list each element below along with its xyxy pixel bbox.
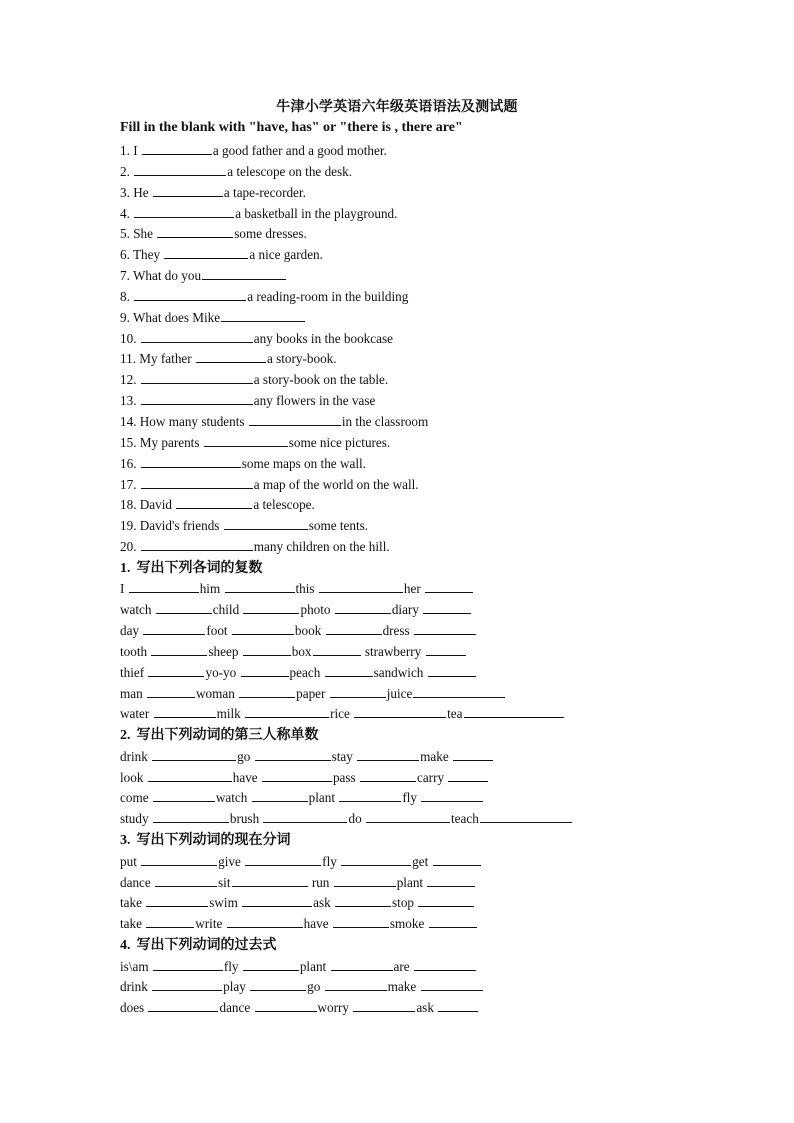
word: photo [300,602,331,618]
question-prefix: My father [139,351,192,367]
question-prefix: David [139,497,173,513]
word: watch [120,602,152,618]
word-row [120,977,680,998]
answer-blank[interactable] [263,809,347,823]
question-prefix: My parents [139,434,200,450]
answer-blank[interactable] [176,495,252,509]
word: brush [229,811,260,827]
question-suffix: many children on the hill. [253,539,390,555]
word-row [120,768,680,789]
answer-blank[interactable] [249,412,341,426]
answer-blank[interactable] [134,162,226,176]
answer-blank[interactable] [148,768,232,782]
question-8 [120,287,680,308]
word: juice [386,685,413,701]
word: is\am [120,958,149,974]
word: run [311,874,330,890]
answer-blank[interactable] [331,957,393,971]
question-prefix: I [133,143,138,158]
word-row [120,873,680,894]
word: ask [313,895,331,911]
answer-blank[interactable] [425,579,473,593]
word-row [120,663,680,684]
word: box [291,643,312,659]
answer-blank[interactable] [141,370,253,384]
question-suffix: a story-book. [266,351,337,367]
answer-blank[interactable] [151,642,207,656]
answer-blank[interactable] [141,475,253,489]
word: book [294,623,322,639]
section-heading-third-person [120,725,680,747]
answer-blank[interactable] [242,893,312,907]
word: diary [391,602,419,618]
section-number: 2. [120,728,131,744]
question-prefix: He [133,184,149,200]
word: plant [299,958,327,974]
word-row [120,998,680,1019]
answer-blank[interactable] [418,893,474,907]
answer-blank[interactable] [146,914,194,928]
word: dance [219,1000,251,1016]
question-number: 10. [120,330,137,346]
word-row [120,957,680,978]
answer-blank[interactable] [255,747,331,761]
answer-blank[interactable] [196,349,266,363]
answer-blank[interactable] [243,642,291,656]
answer-blank[interactable] [146,893,208,907]
worksheet-content [120,141,680,1019]
question-number: 1. [120,143,130,158]
question-number: 16. [120,455,137,471]
question-number: 19. [120,518,137,534]
question-number: 3. [120,184,130,200]
question-20 [120,537,680,558]
question-suffix: a telescope on the desk. [227,163,353,179]
word-row [120,914,680,935]
word: sheep [208,643,239,659]
word-row [120,704,680,725]
word: go [237,748,251,764]
word: have [232,769,258,785]
answer-blank[interactable] [313,642,361,656]
answer-blank[interactable] [245,704,329,718]
word-row [120,684,680,705]
question-number: 4. [120,205,130,221]
answer-blank[interactable] [453,747,493,761]
answer-blank[interactable] [357,747,419,761]
word-row [120,809,680,830]
answer-blank[interactable] [366,809,450,823]
answer-blank[interactable] [147,684,195,698]
section-title: 写出下列各词的复数 [136,559,263,576]
fill-instruction: Fill in the blank with "have, has" or "there is , there are" [120,120,463,135]
question-suffix: some dresses. [234,226,307,242]
question-10 [120,329,680,350]
answer-blank[interactable] [330,684,386,698]
word: look [120,769,144,785]
answer-blank[interactable] [152,747,236,761]
answer-blank[interactable] [326,621,382,635]
answer-blank[interactable] [134,204,234,218]
word: her [403,581,421,597]
word: take [120,916,142,932]
word: I [120,581,125,597]
question-number: 14. [120,413,137,429]
question-2 [120,162,680,183]
word: tooth [120,643,148,659]
question-number: 8. [120,288,130,304]
word: dress [382,623,410,639]
word: worry [317,1000,350,1016]
answer-blank[interactable] [262,768,332,782]
answer-blank[interactable] [232,873,308,887]
answer-blank[interactable] [202,266,286,280]
answer-blank[interactable] [335,600,391,614]
answer-blank[interactable] [241,663,289,677]
section-number: 1. [120,560,131,576]
question-number: 13. [120,393,137,409]
word: swim [209,895,238,911]
word: play [223,979,246,995]
question-suffix: a good father and a good mother. [212,143,387,158]
answer-blank[interactable] [414,621,476,635]
word-row [120,893,680,914]
answer-blank[interactable] [333,914,389,928]
word: carry [416,769,445,785]
word: peach [289,664,321,680]
answer-blank[interactable] [141,454,241,468]
answer-blank[interactable] [421,788,483,802]
word: water [120,706,150,722]
question-number: 5. [120,226,130,242]
question-3 [120,183,680,204]
word: thief [120,664,145,680]
word: do [348,811,362,827]
section-title: 写出下列动词的过去式 [136,937,277,954]
word: teach [450,811,479,827]
question-prefix: How many students [139,413,245,429]
answer-blank[interactable] [423,600,471,614]
answer-blank[interactable] [227,914,303,928]
question-prefix: What does Mike [132,309,221,325]
question-suffix: some tents. [308,518,369,534]
word-row [120,642,680,663]
word: fly [402,790,417,806]
word: have [303,916,329,932]
answer-blank[interactable] [143,621,205,635]
question-suffix: a basketball in the playground. [235,205,398,221]
answer-blank[interactable] [141,391,253,405]
word-row [120,600,680,621]
answer-blank[interactable] [164,245,248,259]
answer-blank[interactable] [153,809,229,823]
question-7 [120,266,680,287]
answer-blank[interactable] [156,600,212,614]
word: drink [120,979,148,995]
question-11 [120,349,680,370]
answer-blank[interactable] [353,998,415,1012]
answer-blank[interactable] [325,977,387,991]
question-number: 9. [120,309,130,325]
word: paper [296,685,326,701]
answer-blank[interactable] [153,788,215,802]
question-number: 6. [120,247,130,263]
answer-blank[interactable] [153,957,223,971]
word: sit [218,874,231,890]
word: child [212,602,240,618]
answer-blank[interactable] [155,873,217,887]
word: are [393,958,410,974]
word: take [120,895,142,911]
word: put [120,853,137,869]
question-suffix: a map of the world on the wall. [253,476,419,492]
word: milk [216,706,241,722]
question-suffix: a reading-room in the building [247,288,409,304]
word: strawberry [364,643,422,659]
word: get [412,853,429,869]
section-number: 3. [120,833,131,849]
answer-blank[interactable] [153,183,223,197]
question-14 [120,412,680,433]
question-suffix: some nice pictures. [288,434,391,450]
question-suffix: some maps on the wall. [241,455,366,471]
word: make [420,748,449,764]
answer-blank[interactable] [339,788,401,802]
question-suffix: any flowers in the vase [253,393,376,409]
answer-blank[interactable] [134,287,246,301]
worksheet-title: 牛津小学英语六年级英语语法及测试题 [276,99,518,115]
question-15 [120,433,680,454]
word: sandwich [373,664,424,680]
word: fly [322,853,337,869]
word-row [120,788,680,809]
question-suffix: any books in the bookcase [253,330,393,346]
word: dance [120,874,151,890]
answer-blank[interactable] [129,579,199,593]
section-heading-present-participle [120,830,680,852]
question-1 [120,141,680,162]
question-17 [120,475,680,496]
answer-blank[interactable] [245,852,321,866]
word: smoke [389,916,425,932]
question-suffix: a telescope. [253,497,315,513]
question-prefix: They [132,247,161,263]
question-number: 20. [120,539,137,555]
question-19 [120,516,680,537]
word: tea [447,706,463,722]
word: study [120,811,149,827]
word: foot [206,623,228,639]
answer-blank[interactable] [428,663,476,677]
section-title: 写出下列动词的第三人称单数 [136,727,319,744]
answer-blank[interactable] [421,977,483,991]
answer-blank[interactable] [325,663,373,677]
word: stay [331,748,353,764]
word-row [120,747,680,768]
word: give [218,853,241,869]
word: go [307,979,321,995]
word: ask [416,1000,434,1016]
question-prefix: She [133,226,153,242]
word: rice [330,706,350,722]
question-6 [120,245,680,266]
word: this [295,581,315,597]
answer-blank[interactable] [464,704,564,718]
answer-blank[interactable] [433,852,481,866]
answer-blank[interactable] [319,579,403,593]
word: come [120,790,149,806]
question-suffix: a tape-recorder. [223,184,306,200]
question-number: 7. [120,268,130,284]
question-number: 15. [120,434,137,450]
answer-blank[interactable] [334,873,396,887]
answer-blank[interactable] [141,329,253,343]
answer-blank[interactable] [152,977,222,991]
word: day [120,623,140,639]
answer-blank[interactable] [225,579,295,593]
answer-blank[interactable] [224,516,308,530]
word: write [195,916,223,932]
question-number: 12. [120,372,137,388]
answer-blank[interactable] [426,642,466,656]
answer-blank[interactable] [141,537,253,551]
question-18 [120,495,680,516]
answer-blank[interactable] [148,663,204,677]
answer-blank[interactable] [243,957,299,971]
section-number: 4. [120,938,131,954]
word: plant [396,874,424,890]
answer-blank[interactable] [250,977,306,991]
question-13 [120,391,680,412]
word: yo-yo [205,664,237,680]
question-suffix: a nice garden. [249,247,323,263]
answer-blank[interactable] [255,998,317,1012]
word: make [387,979,417,995]
answer-blank[interactable] [141,852,217,866]
question-12 [120,370,680,391]
question-number: 11. [120,351,136,367]
word-row [120,852,680,873]
question-number: 18. [120,497,137,513]
answer-blank[interactable] [252,788,308,802]
answer-blank[interactable] [448,768,488,782]
question-5 [120,224,680,245]
question-9 [120,308,680,329]
section-heading-plurals [120,558,680,580]
question-suffix: in the classroom [341,413,429,429]
answer-blank[interactable] [414,957,476,971]
question-number: 2. [120,163,130,179]
word-row [120,621,680,642]
question-suffix: a story-book on the table. [253,372,389,388]
answer-blank[interactable] [154,704,216,718]
answer-blank[interactable] [360,768,416,782]
answer-blank[interactable] [480,809,572,823]
question-16 [120,454,680,475]
answer-blank[interactable] [148,998,218,1012]
answer-blank[interactable] [157,224,233,238]
word: watch [215,790,248,806]
answer-blank[interactable] [204,433,288,447]
word: him [199,581,221,597]
answer-blank[interactable] [413,684,505,698]
word: stop [392,895,415,911]
answer-blank[interactable] [243,600,299,614]
answer-blank[interactable] [438,998,478,1012]
question-number: 17. [120,476,137,492]
word: plant [308,790,336,806]
word: drink [120,748,148,764]
word: man [120,685,143,701]
question-prefix: What do you [132,268,202,284]
answer-blank[interactable] [427,873,475,887]
section-title: 写出下列动词的现在分词 [136,832,291,849]
word: pass [332,769,356,785]
answer-blank[interactable] [341,852,411,866]
word: fly [223,958,239,974]
answer-blank[interactable] [354,704,446,718]
answer-blank[interactable] [239,684,295,698]
answer-blank[interactable] [429,914,477,928]
section-heading-past-tense [120,935,680,957]
word: does [120,1000,145,1016]
answer-blank[interactable] [142,141,212,155]
question-4 [120,204,680,225]
answer-blank[interactable] [335,893,391,907]
question-prefix: David's friends [139,518,220,534]
answer-blank[interactable] [232,621,294,635]
answer-blank[interactable] [221,308,305,322]
word-row [120,579,680,600]
word: woman [196,685,235,701]
